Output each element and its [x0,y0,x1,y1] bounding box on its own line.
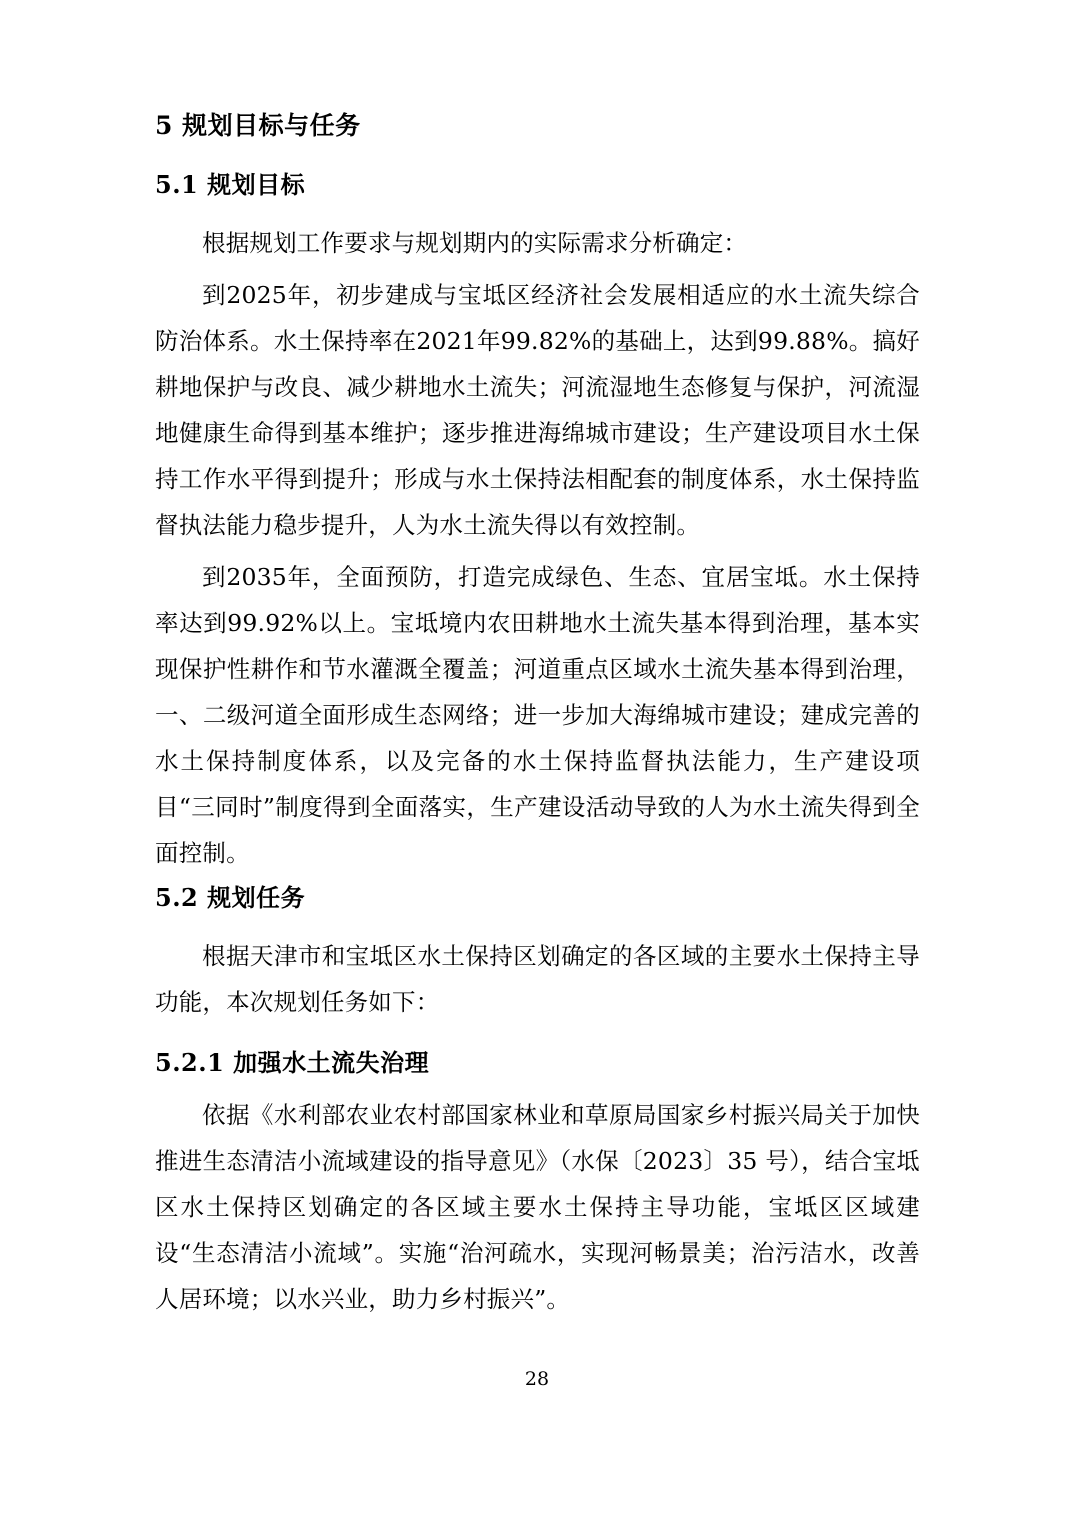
paragraph: 到2035年，全面预防，打造完成绿色、生态、宜居宝坻。水土保持率达到99.92%以上。宝坻境内农田耕地水土流失基本得到治理，基本实现保护性耕作和节水灌溉全覆盖；河道重点区域水土流失基本得到治理，一、二级河道全面形成生态网络；进一步加大海绵城市建设；建成完善的水土保持制度体系，以及完备的水土保持监督执法能力，生产建设项目“三同时”制度得到全面落实，生产建设活动导致的人为水土流失得到全面控制。 [155,562,920,867]
subsection-heading-5-2: 5.2 规划任务 [155,882,306,912]
page-content [155,110,920,1328]
subsubsection-heading-5-2-1: 5.2.1 加强水土流失治理 [155,1047,430,1077]
section-heading: 5 规划目标与任务 [155,111,361,140]
page-number: 28 [524,1368,550,1390]
paragraph: 到2025年，初步建成与宝坻区经济社会发展相适应的水土流失综合防治体系。水土保持率在2021年99.82%的基础上，达到99.88%。搞好耕地保护与改良、减少耕地水土流失；河流湿地生态修复与保护，河流湿地健康生命得到基本维护；逐步推进海绵城市建设；生产建设项目水土保持工作水平得到提升；形成与水土保持法相配套的制度体系，水土保持监督执法能力稳步提升，人为水土流失得以有效控制。 [155,280,920,539]
subsection-heading-5-1: 5.1 规划目标 [155,169,306,199]
paragraph: 依据《水利部农业农村部国家林业和草原局国家乡村振兴局关于加快推进生态清洁小流域建设的指导意见》（水保〔2023〕35 号），结合宝坻区水土保持区划确定的各区域主要水土保持主导功能，宝坻区区域建设“生态清洁小流域”。实施“治河疏水，实现河畅景美；治污洁水，改善人居环境；以水兴业，助力乡村振兴”。 [155,1101,920,1314]
paragraph: 根据规划工作要求与规划期内的实际需求分析确定： [202,228,748,257]
paragraph: 根据天津市和宝坻区水土保持区划确定的各区域的主要水土保持主导功能，本次规划任务如下： [155,941,920,1016]
